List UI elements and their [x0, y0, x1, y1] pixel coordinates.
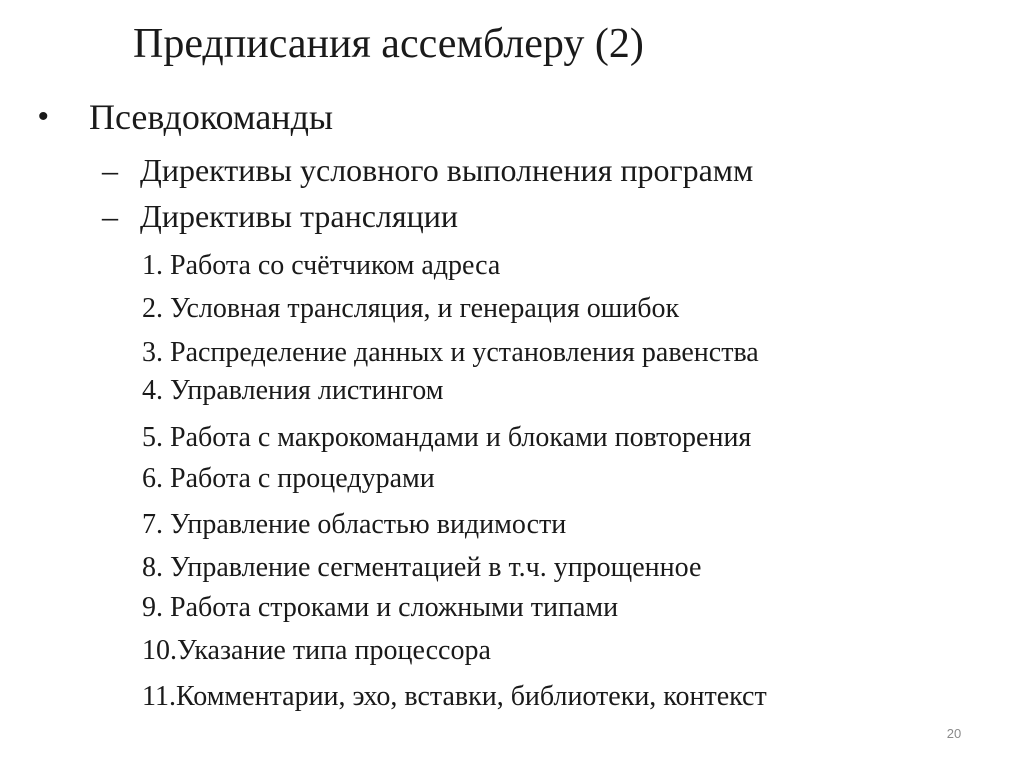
list-item: 11.Комментарии, эхо, вставки, библиотеки, контекст	[142, 681, 767, 712]
list-item: 4. Управления листингом	[142, 375, 444, 406]
list-item: 2. Условная трансляция, и генерация ошибок	[142, 293, 680, 324]
subbullet-text: Директивы трансляции	[140, 198, 458, 234]
list-item: 8. Управление сегментацией в т.ч. упрощенное	[142, 552, 702, 583]
page-number: 20	[946, 726, 962, 741]
subbullet-marker: –	[102, 198, 118, 234]
subbullet-marker: –	[102, 152, 118, 188]
list-item: 9. Работа строками и сложными типами	[142, 592, 619, 623]
subbullet-text: Директивы условного выполнения программ	[140, 152, 754, 188]
slide-title: Предписания ассемблеру (2)	[133, 21, 644, 67]
bullet-marker: •	[38, 100, 49, 133]
list-item: 7. Управление областью видимости	[142, 509, 567, 540]
list-item: 10.Указание типа процессора	[142, 635, 491, 666]
list-item: 6. Работа с процедурами	[142, 463, 435, 494]
bullet-text: Псевдокоманды	[89, 97, 334, 137]
list-item: 3. Распределение данных и установления равенства	[142, 337, 759, 368]
list-item: 1. Работа со счётчиком адреса	[142, 250, 501, 281]
list-item: 5. Работа с макрокомандами и блоками повторения	[142, 422, 752, 453]
